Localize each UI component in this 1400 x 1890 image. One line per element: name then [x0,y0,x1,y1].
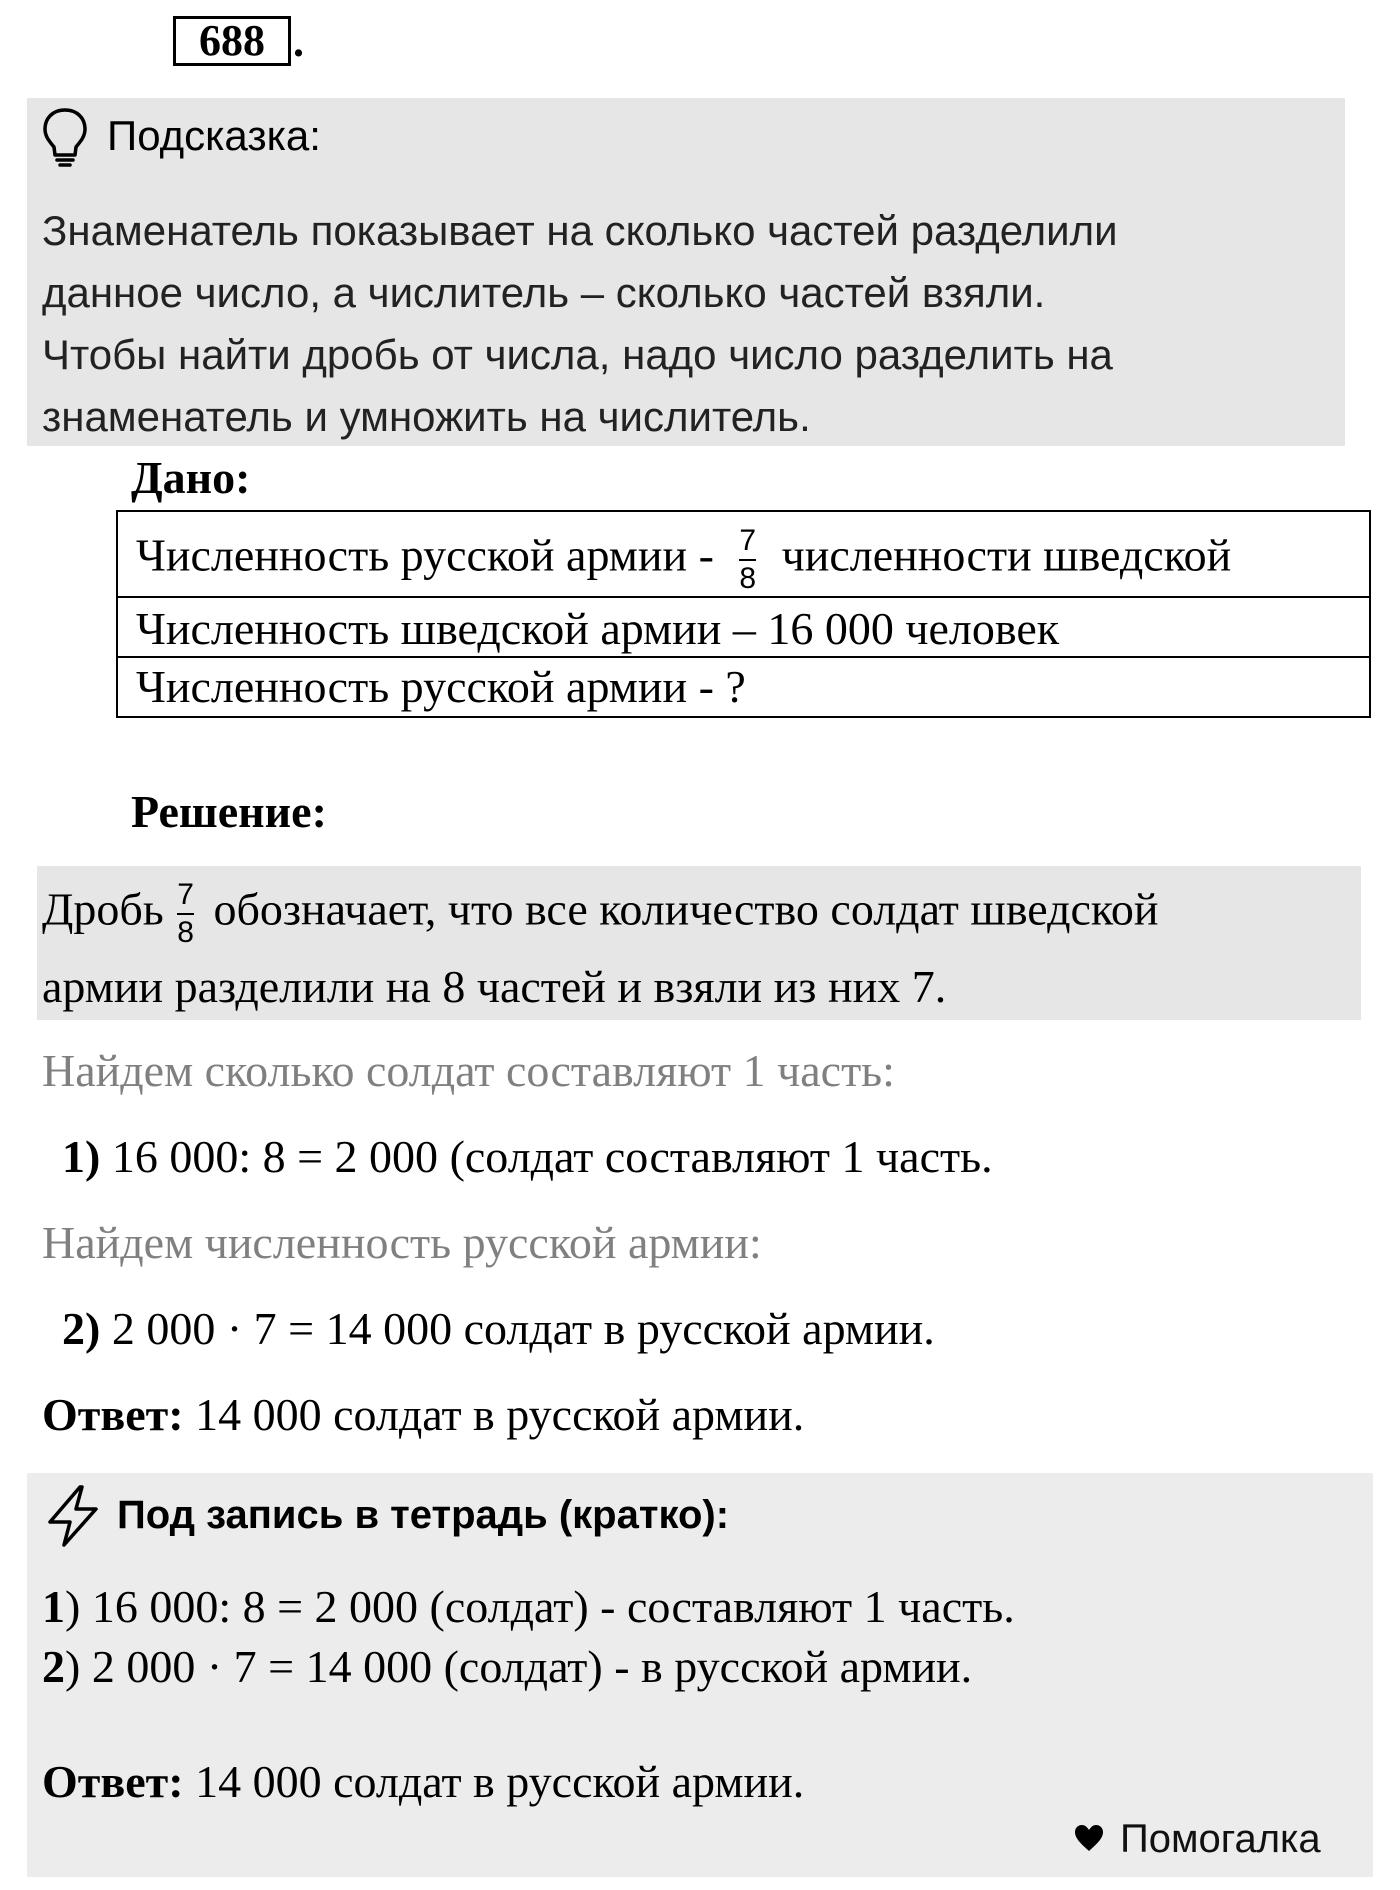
lightning-icon [44,1484,102,1548]
answer-label: Ответ: [42,1756,184,1807]
given-row [118,598,1369,658]
notebook-step [42,1580,1015,1633]
task-number-dot: . [293,17,304,66]
hint-line: данное число, а числитель – сколько частей взяли. [42,269,1046,316]
solution-step [62,1130,993,1183]
step-text: солдат в русской армии. [452,1303,935,1354]
step-number: 1 [42,1581,65,1632]
given-row-after: численности шведской [770,529,1232,581]
notebook-step [42,1640,972,1693]
fraction [177,880,194,948]
given-row [118,512,1369,598]
given-row-text: Численность шведской армии – 16 000 человек [136,603,1060,654]
hint-line: Чтобы найти дробь от числа, надо число разделить на [42,331,1113,378]
solution-explain-line: армии разделили на 8 частей и взяли из них 7. [42,961,947,1012]
step-number: 2) [62,1303,101,1354]
given-row-text [136,526,1231,594]
solution-note: Найдем численность русской армии: [42,1217,762,1268]
given-row-before: Численность русской армии - [136,529,726,581]
solution-explain-line [42,880,1159,948]
solution-step [62,1302,935,1355]
step-number: 2 [42,1641,65,1692]
fraction [739,526,756,594]
hint-line: знаменатель и умножить на числитель. [42,393,811,440]
brand-name: Помогалка [1120,1817,1321,1861]
notebook-title: Под запись в тетрадь (кратко): [117,1493,730,1537]
fraction-bar [177,913,194,915]
fraction-denominator: 8 [739,562,757,595]
hint-text [42,200,1322,448]
explain-after: обозначает, что все количество солдат шведской [201,883,1159,935]
lightbulb-icon [40,106,90,168]
fraction-denominator: 8 [177,916,194,949]
notebook-answer [42,1755,804,1808]
step-text: ) 16 000: 8 = 2 000 (солдат) - составляют 1 часть. [65,1581,1015,1632]
solution-note: Найдем сколько солдат составляют 1 часть: [42,1045,895,1096]
step-text: (солдат составляют 1 часть. [438,1131,993,1182]
given-table [116,510,1371,718]
hint-title: Подсказка: [107,112,321,159]
step-expression: 16 000: 8 = 2 000 [111,1131,439,1182]
hint-line: Знаменатель показывает на сколько частей разделили [42,207,1118,254]
answer-text: 14 000 солдат в русской армии. [183,1756,805,1807]
answer-label: Ответ: [42,1389,184,1440]
solution-answer [42,1388,804,1441]
given-row [118,658,1369,716]
answer-text: 14 000 солдат в русской армии. [183,1389,805,1440]
given-title: Дано: [131,452,251,503]
task-number: 688 [173,16,291,66]
solution-title: Решение: [131,786,327,837]
fraction-numerator: 7 [177,878,194,911]
explain-before: Дробь [42,883,176,935]
step-text: ) 2 000 · 7 = 14 000 (солдат) - в русской армии. [65,1641,973,1692]
heart-icon [1074,1824,1104,1852]
step-expression: 2 000 · 7 = 14 000 [111,1303,453,1354]
given-row-text: Численность русской армии - ? [136,661,746,712]
step-number: 1) [62,1131,101,1182]
fraction-bar [739,559,756,561]
fraction-numerator: 7 [739,524,757,557]
